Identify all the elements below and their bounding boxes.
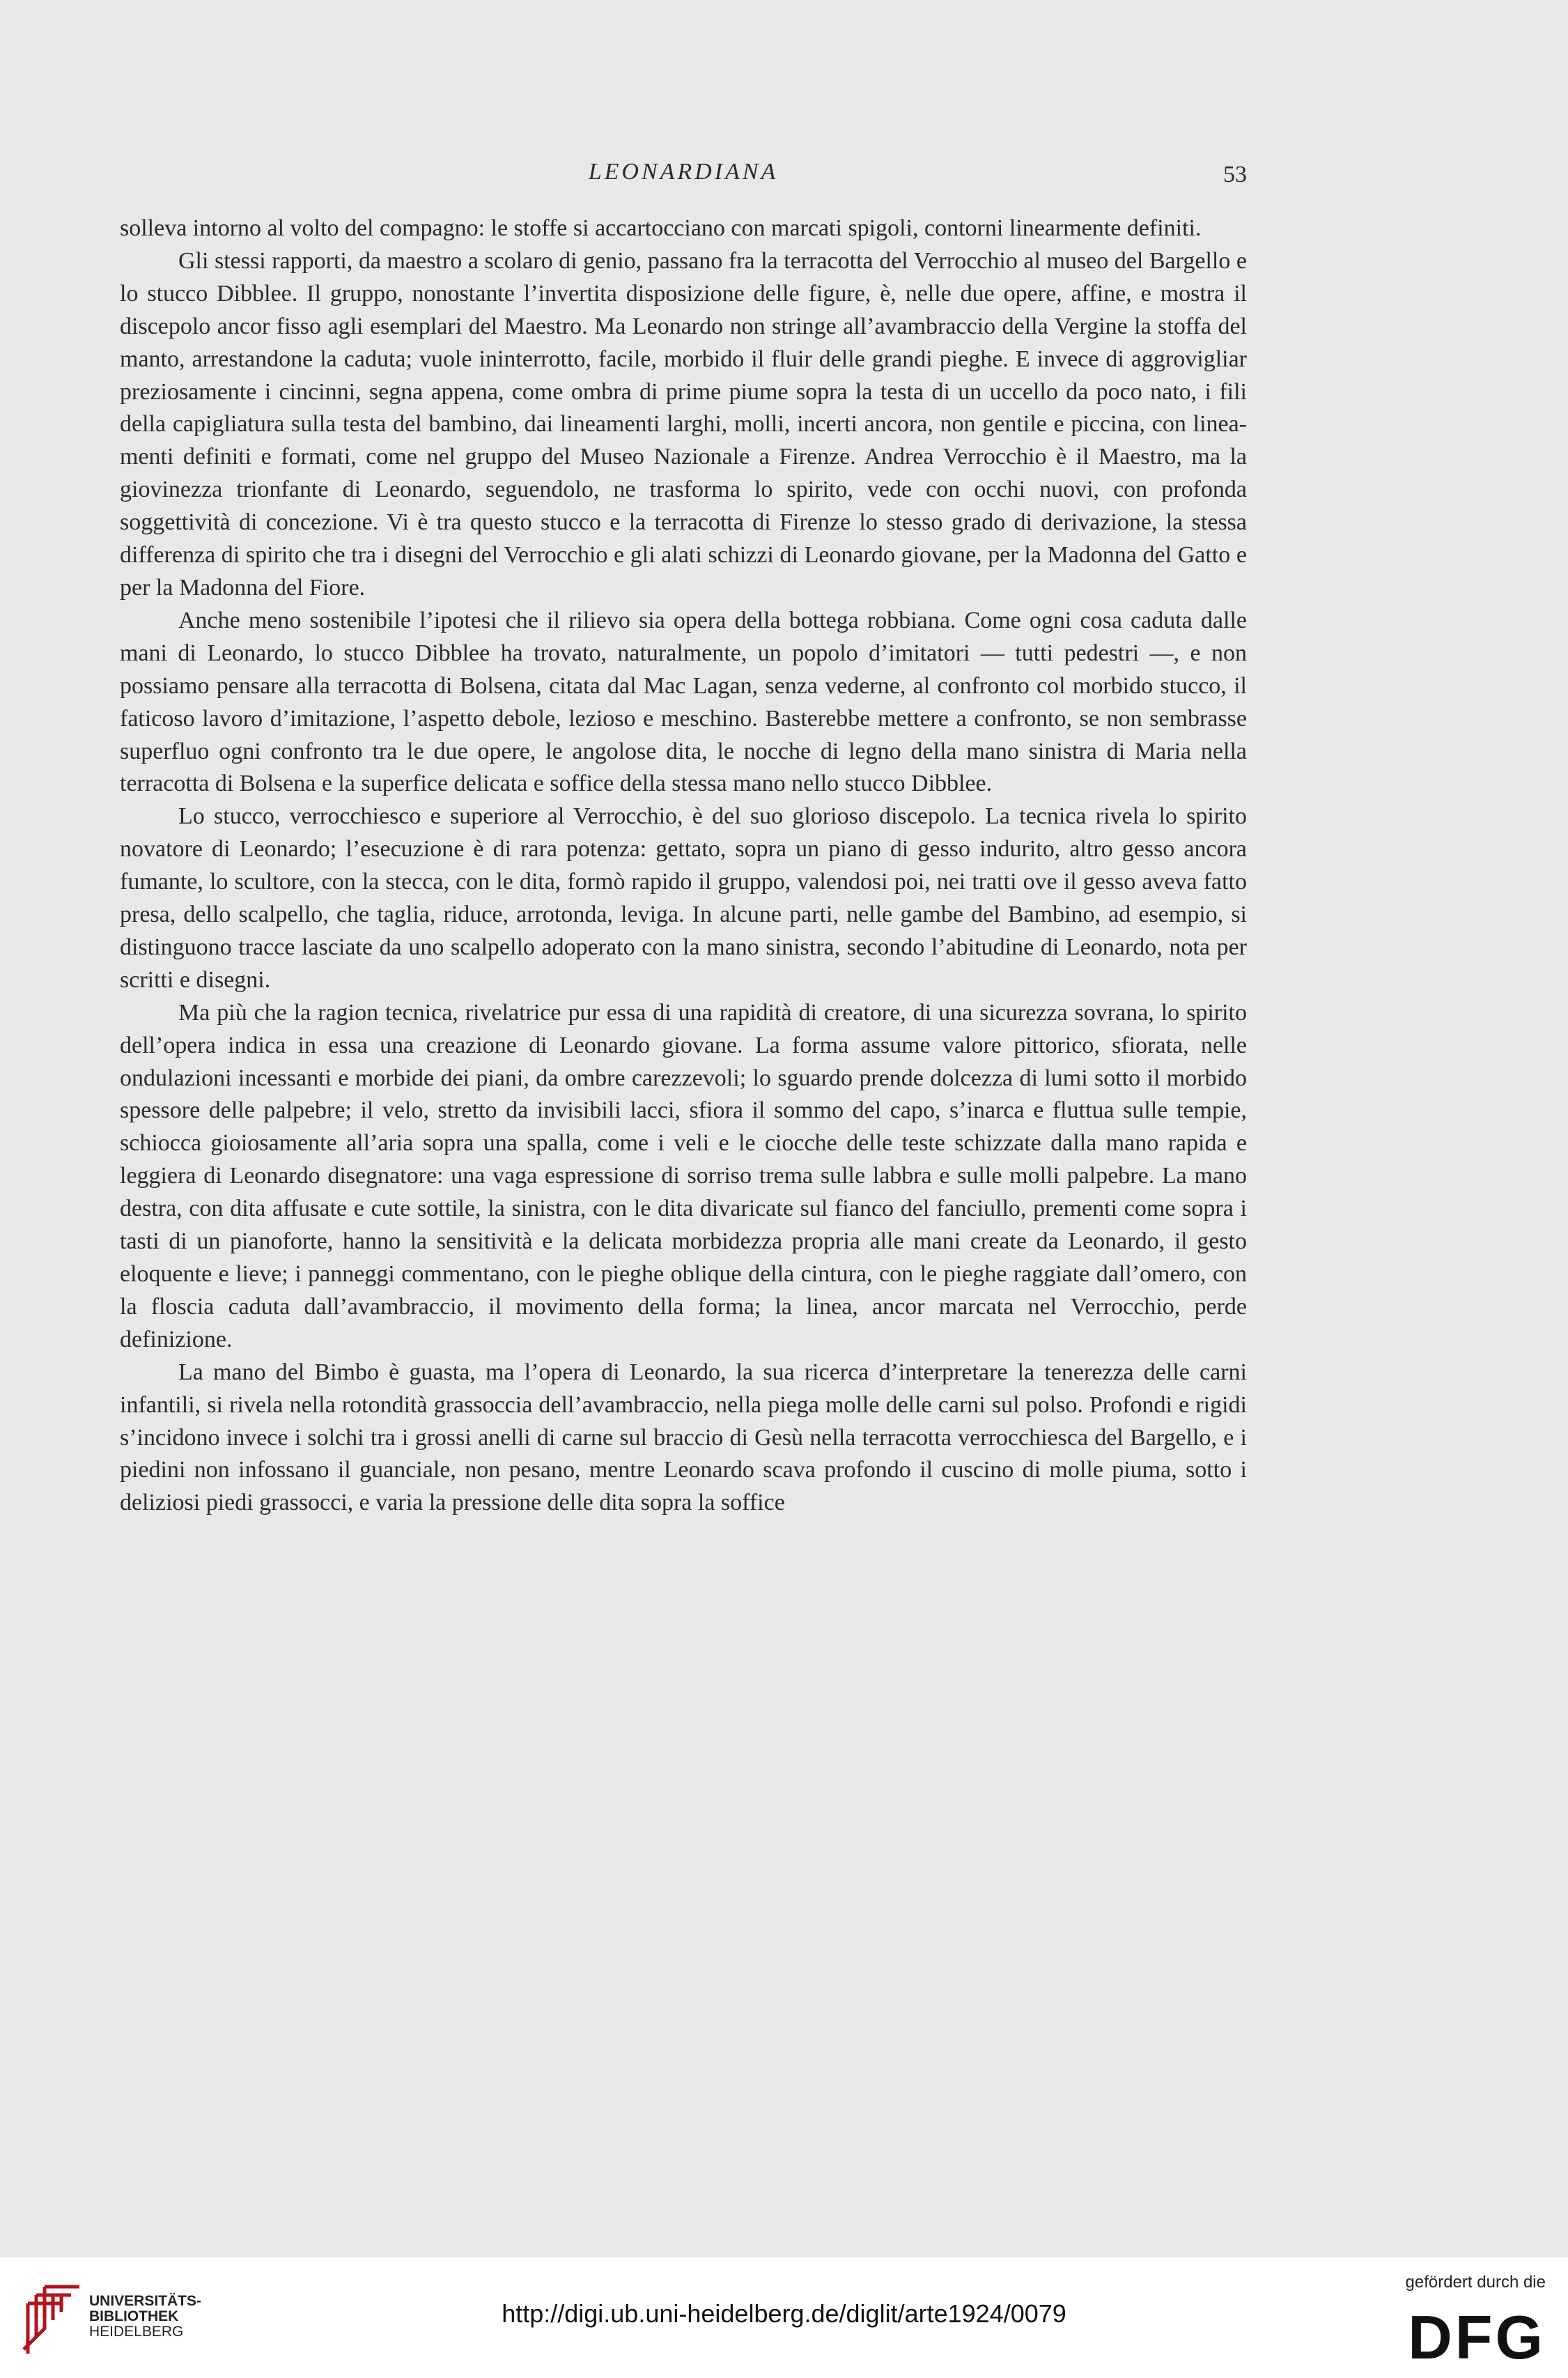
- paragraph: Lo stucco, verrocchiesco e superiore al Verrocchio, è del suo glorioso discepolo. La tecnica rivela lo spirito novatore di Leonardo; l’esecuzione è di rara potenza: gettato, sopra un piano di gesso indurito, altro gesso ancora fumante, lo scultore, con la stecca, con le dita, formò rapido il gruppo, valendosi poi, nei tratti ove il gesso aveva fatto presa, dello scalpello, che taglia, riduce, arrotonda, leviga. In alcune parti, nelle gambe del Bambino, ad esempio, si distinguono tracce lasciate da uno scalpello adoperato con la mano sinistra, secondo l’abitudine di Leonardo, nota per scritti e disegni.: [120, 803, 1247, 993]
- body-text: [120, 213, 1247, 1520]
- page-header: [120, 159, 1247, 201]
- digitization-footer: [0, 2257, 1568, 2378]
- page-number: 53: [1223, 162, 1247, 187]
- paragraph: Ma più che la ragion tecnica, rivelatrice pur essa di una rapidità di creatore, di una sicurezza sovrana, lo spirito dell’opera indica in essa una creazione di Leonardo giovane. La forma assume valore pittorico, sfiorata, nelle ondulazioni incessanti e morbide dei piani, da ombre carezzevoli; lo sguardo prende dolcezza di lumi sotto il morbido spessore delle palpebre; il velo, stretto da invisibili lacci, sfiora il sommo del capo, s’inarca e fluttua sulle tempie, schiocca gioiosamente all’aria sopra una spalla, come i veli e le ciocche delle teste schizzate dalla mano rapida e leggiera di Leonardo disegnatore: una vaga espressione di sorriso trema sulle labbra e sulle molli palpebre. La mano destra, con dita affusate e cute sottile, la sinistra, con le dita divaricate sul fianco del fanciullo, prementi come sopra i tasti di un pianoforte, hanno la sensitività e la delicata morbidezza propria alle mani create da Leonardo, il gesto eloquente e lieve; i panneggi commentano, con le pieghe oblique della cintura, con le pieghe raggiate dall’omero, con la floscia caduta dall’avambraccio, il movimento della forma; la linea, ancor marcata nel Verrocchio, perde definizione.: [120, 999, 1247, 1352]
- running-title: LEONARDIANA: [588, 159, 779, 185]
- funding-caption: gefördert durch die: [1405, 2273, 1546, 2292]
- paragraph: solleva intorno al volto del compagno: le stoffe si accartocciano con marcati spigoli, contorni linearmente definiti.: [120, 215, 1202, 241]
- library-name-line: BIBLIOTHEK: [89, 2308, 179, 2324]
- paragraph: Anche meno sostenibile l’ipotesi che il rilievo sia opera della bottega robbiana. Come ogni cosa caduta dalle mani di Leonardo, lo stucco Dibblee ha trovato, naturalmente, un popolo d’imitatori — tutti pedestri —, e non possiamo pensare alla terracotta di Bolsena, citata dal Mac Lagan, senza vederne, al confronto col morbido stucco, il faticoso lavoro d’imitazione, l’aspetto debole, lezioso e meschino. Basterebbe mettere a confronto, se non sembrasse superfluo ogni confronto tra le due opere, le angolose dita, le nocche di legno della mano sinistra di Maria nella terracotta di Bolsena e la superfice delicata e soffice della stessa mano nello stucco Dibblee.: [120, 607, 1247, 797]
- source-url-link[interactable]: http://digi.ub.uni-heidelberg.de/diglit/arte1924/0079: [502, 2299, 1066, 2328]
- library-name-line: UNIVERSITÄTS-: [89, 2293, 202, 2309]
- paragraph: Gli stessi rapporti, da maestro a scolaro di genio, passano fra la terracotta del Verrocchio al museo del Bargello e lo stucco Dibblee. Il gruppo, nonostante l’invertita disposizione delle figure, è, nelle due opere, affine, e mostra il discepolo ancor fisso agli esemplari del Maestro. Ma Leonardo non stringe all’avambraccio della Vergine la stoffa del manto, arrestandone la caduta; vuole ininterrotto, facile, morbido il fluir delle grandi pieghe. E invece di aggrovigliar preziosamente i cincinni, segna appena, come ombra di prime piume sopra la testa di un uccello da poco nato, i fili della capigliatura sulla testa del bambino, dai lineamenti larghi, molli, incerti ancora, non gentile e piccina, con lineamenti definiti e formati, come nel gruppo del Museo Nazionale a Firenze. Andrea Verrocchio è il Maestro, ma la giovinezza trionfante di Leonardo, seguendolo, ne trasforma lo spirito, vede con occhi nuovi, con profonda soggettività di concezione. Vi è tra questo stucco e la terracotta di Firenze lo stesso grado di derivazione, la stessa differenza di spirito che tra i disegni del Verrocchio e gli alati schizzi di Leonardo giovane, per la Madonna del Gatto e per la Madonna del Fiore.: [120, 247, 1247, 601]
- dfg-logo: DFG: [1408, 2303, 1546, 2372]
- library-name-line: HEIDELBERG: [89, 2324, 184, 2340]
- paragraph: La mano del Bimbo è guasta, ma l’opera di Leonardo, la sua ricerca d’interpretare la tenerezza delle carni infantili, si rivela nella rotondità grassoccia dell’avambraccio, nella piega molle delle carni sul polso. Profondi e rigidi s’incidono invece i solchi tra i grossi anelli di carne sul braccio di Gesù nella terracotta verrocchiesca del Bargello, e i piedini non infossano il guanciale, non pesano, mentre Leonardo scava profondo il cuscino di molle piuma, sotto i deliziosi piedi grassocci, e varia la pressione delle dita sopra la soffice: [120, 1359, 1247, 1516]
